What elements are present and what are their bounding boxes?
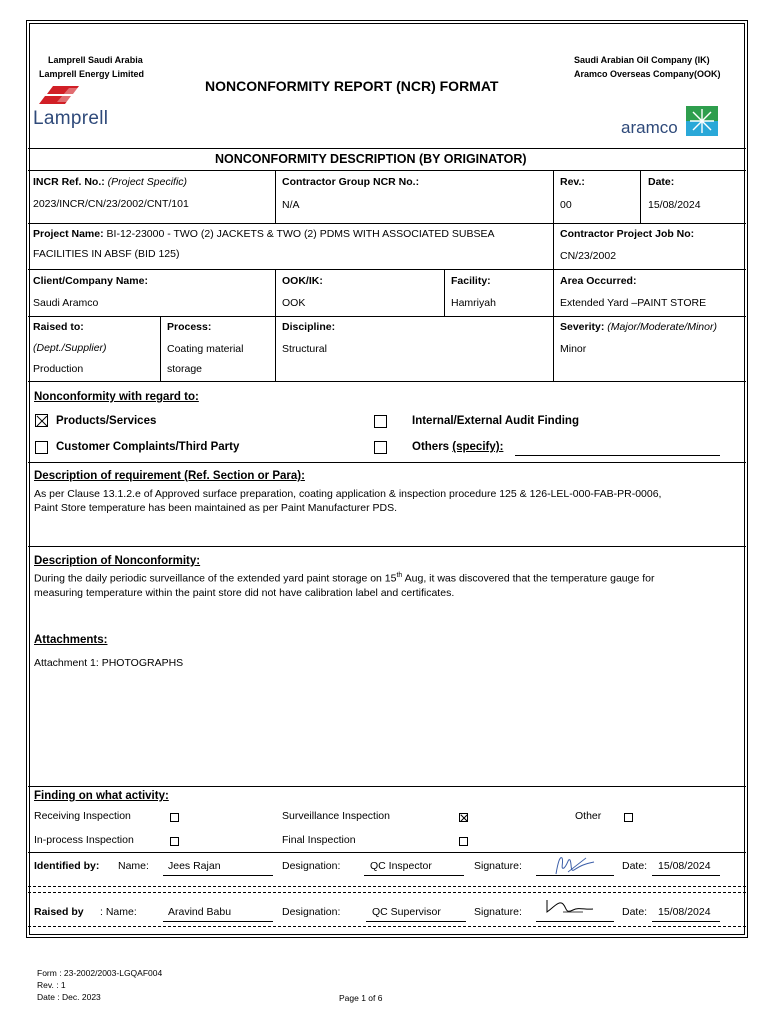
- saudi-aramco-line: Saudi Arabian Oil Company (IK): [574, 55, 710, 65]
- identified-designation-label: Designation:: [282, 860, 341, 872]
- aramco-star-icon: [686, 106, 718, 136]
- footer-form: Form : 23-2002/2003-LGQAF004: [37, 968, 163, 978]
- rev-value: 00: [560, 199, 572, 211]
- others-specify-line[interactable]: [515, 455, 720, 456]
- footer-date: Date : Dec. 2023: [37, 992, 101, 1002]
- audit-finding-checkbox[interactable]: [374, 415, 387, 428]
- raised-name: Aravind Babu: [168, 906, 232, 918]
- nonconformity-title: Description of Nonconformity:: [34, 555, 201, 567]
- identified-designation: QC Inspector: [370, 860, 432, 872]
- aramco-star-logo: [686, 106, 718, 136]
- signature-icon: [543, 894, 595, 922]
- other-activity-label: Other: [575, 810, 602, 822]
- project-name-value-line2: FACILITIES IN ABSF (BID 125): [33, 248, 180, 260]
- aramco-logo-text: aramco: [621, 118, 678, 137]
- receiving-inspection-checkbox[interactable]: [170, 813, 179, 822]
- identified-date-label: Date:: [622, 860, 648, 872]
- incr-ref-label: [33, 176, 187, 188]
- rev-label: Rev.:: [560, 176, 585, 188]
- customer-complaints-checkbox[interactable]: [35, 441, 48, 454]
- others-label-text: Others: [412, 441, 450, 453]
- area-occurred-value: Extended Yard –PAINT STORE: [560, 297, 707, 309]
- in-process-inspection-checkbox[interactable]: [170, 837, 179, 846]
- date-label: Date:: [648, 176, 675, 188]
- products-services-checkbox[interactable]: [35, 414, 48, 427]
- severity-hint: (Major/Moderate/Minor): [607, 321, 717, 333]
- raised-signature-label: Signature:: [474, 906, 522, 918]
- identified-name: Jees Rajan: [168, 860, 221, 872]
- page-title: NONCONFORMITY REPORT (NCR) FORMAT: [205, 78, 499, 94]
- others-specify: (specify):: [452, 441, 504, 453]
- requirement-line1: As per Clause 13.1.2.e of Approved surface preparation, coating application & inspection procedure 125 & 126-LEL-000-FAB-PR-0006,: [34, 488, 662, 500]
- incr-ref-label-text: INCR Ref. No.:: [33, 176, 105, 188]
- contractor-job-value: CN/23/2002: [560, 250, 617, 262]
- raised-designation-label: Designation:: [282, 906, 341, 918]
- section-title: NONCONFORMITY DESCRIPTION (BY ORIGINATOR): [215, 152, 527, 166]
- facility-label: Facility:: [451, 275, 491, 287]
- products-services-label: Products/Services: [56, 415, 157, 427]
- lamprell-saudi-arabia: Lamprell Saudi Arabia: [48, 55, 143, 65]
- raised-by-label: Raised by: [34, 906, 84, 918]
- client-name-value: Saudi Aramco: [33, 297, 99, 309]
- surveillance-inspection-checkbox[interactable]: [459, 813, 468, 822]
- severity-label-text: Severity:: [560, 321, 605, 333]
- discipline-label: Discipline:: [282, 321, 336, 333]
- severity-value: Minor: [560, 343, 587, 355]
- nonconformity-line1-pre: During the daily periodic surveillance of the extended yard paint storage on 15: [34, 572, 397, 585]
- incr-ref-value: 2023/INCR/CN/23/2002/CNT/101: [33, 198, 189, 210]
- customer-complaints-label: Customer Complaints/Third Party: [56, 441, 240, 453]
- identified-by-label: Identified by:: [34, 860, 100, 872]
- process-label: Process:: [167, 321, 212, 333]
- footer-rev: Rev. : 1: [37, 980, 66, 990]
- project-name: [33, 228, 548, 240]
- final-inspection-label: Final Inspection: [282, 834, 356, 846]
- regard-title: Nonconformity with regard to:: [34, 391, 199, 403]
- raised-name-label: : Name:: [100, 906, 137, 918]
- final-inspection-checkbox[interactable]: [459, 837, 468, 846]
- nonconformity-line1-sup: th: [396, 572, 403, 579]
- requirement-title: Description of requirement (Ref. Section or Para):: [34, 470, 305, 482]
- project-name-value-line1: BI-12-23000 - TWO (2) JACKETS & TWO (2) PDMS WITH ASSOCIATED SUBSEA: [106, 228, 495, 240]
- identified-signature-label: Signature:: [474, 860, 522, 872]
- area-occurred-label: Area Occurred:: [560, 275, 637, 287]
- other-activity-checkbox[interactable]: [624, 813, 633, 822]
- footer-page: Page 1 of 6: [339, 993, 383, 1003]
- receiving-inspection-label: Receiving Inspection: [34, 810, 131, 822]
- facility-value: Hamriyah: [451, 297, 496, 309]
- process-value-line1: Coating material: [167, 343, 244, 355]
- raised-to-hint: (Dept./Supplier): [33, 342, 107, 354]
- raised-to-label: Raised to:: [33, 321, 84, 333]
- severity-label: [560, 321, 717, 333]
- client-name-label: Client/Company Name:: [33, 275, 148, 287]
- raised-date-label: Date:: [622, 906, 648, 918]
- discipline-value: Structural: [282, 343, 327, 355]
- aramco-overseas-line: Aramco Overseas Company(OOK): [574, 69, 721, 79]
- ook-ik-label: OOK/IK:: [282, 275, 323, 287]
- in-process-inspection-label: In-process Inspection: [34, 834, 134, 846]
- lamprell-logo-text: Lamprell: [33, 108, 109, 129]
- date-value: 15/08/2024: [648, 199, 701, 211]
- contractor-group-ncr-label: Contractor Group NCR No.:: [282, 176, 420, 188]
- nonconformity-line2: measuring temperature within the paint store did not have calibration label and certificates.: [34, 587, 455, 599]
- process-value-line2: storage: [167, 363, 203, 375]
- attachment-item[interactable]: Attachment 1: PHOTOGRAPHS: [34, 657, 184, 669]
- surveillance-inspection-label: Surveillance Inspection: [282, 810, 390, 822]
- others-label: [412, 441, 503, 453]
- lamprell-logo: [33, 84, 128, 134]
- requirement-line2: Paint Store temperature has been maintained as per Paint Manufacturer PDS.: [34, 502, 398, 514]
- raised-date: 15/08/2024: [658, 906, 711, 918]
- activity-title: Finding on what activity:: [34, 790, 169, 802]
- ook-ik-value: OOK: [282, 297, 306, 309]
- audit-finding-label: Internal/External Audit Finding: [412, 415, 579, 427]
- raised-to-value: Production: [33, 363, 84, 375]
- raised-signature: [543, 894, 595, 922]
- lamprell-energy-limited: Lamprell Energy Limited: [39, 69, 145, 79]
- project-name-label: Project Name:: [33, 228, 104, 240]
- identified-date: 15/08/2024: [658, 860, 711, 872]
- incr-ref-hint: (Project Specific): [107, 176, 188, 188]
- others-checkbox[interactable]: [374, 441, 387, 454]
- attachments-title: Attachments:: [34, 634, 108, 646]
- identified-name-label: Name:: [118, 860, 149, 872]
- contractor-group-ncr-value: N/A: [282, 199, 300, 211]
- contractor-job-label: Contractor Project Job No:: [560, 228, 695, 240]
- nonconformity-line1-post: Aug, it was discovered that the temperature gauge for: [402, 572, 655, 585]
- raised-designation: QC Supervisor: [372, 906, 441, 918]
- nonconformity-line1: [34, 572, 739, 585]
